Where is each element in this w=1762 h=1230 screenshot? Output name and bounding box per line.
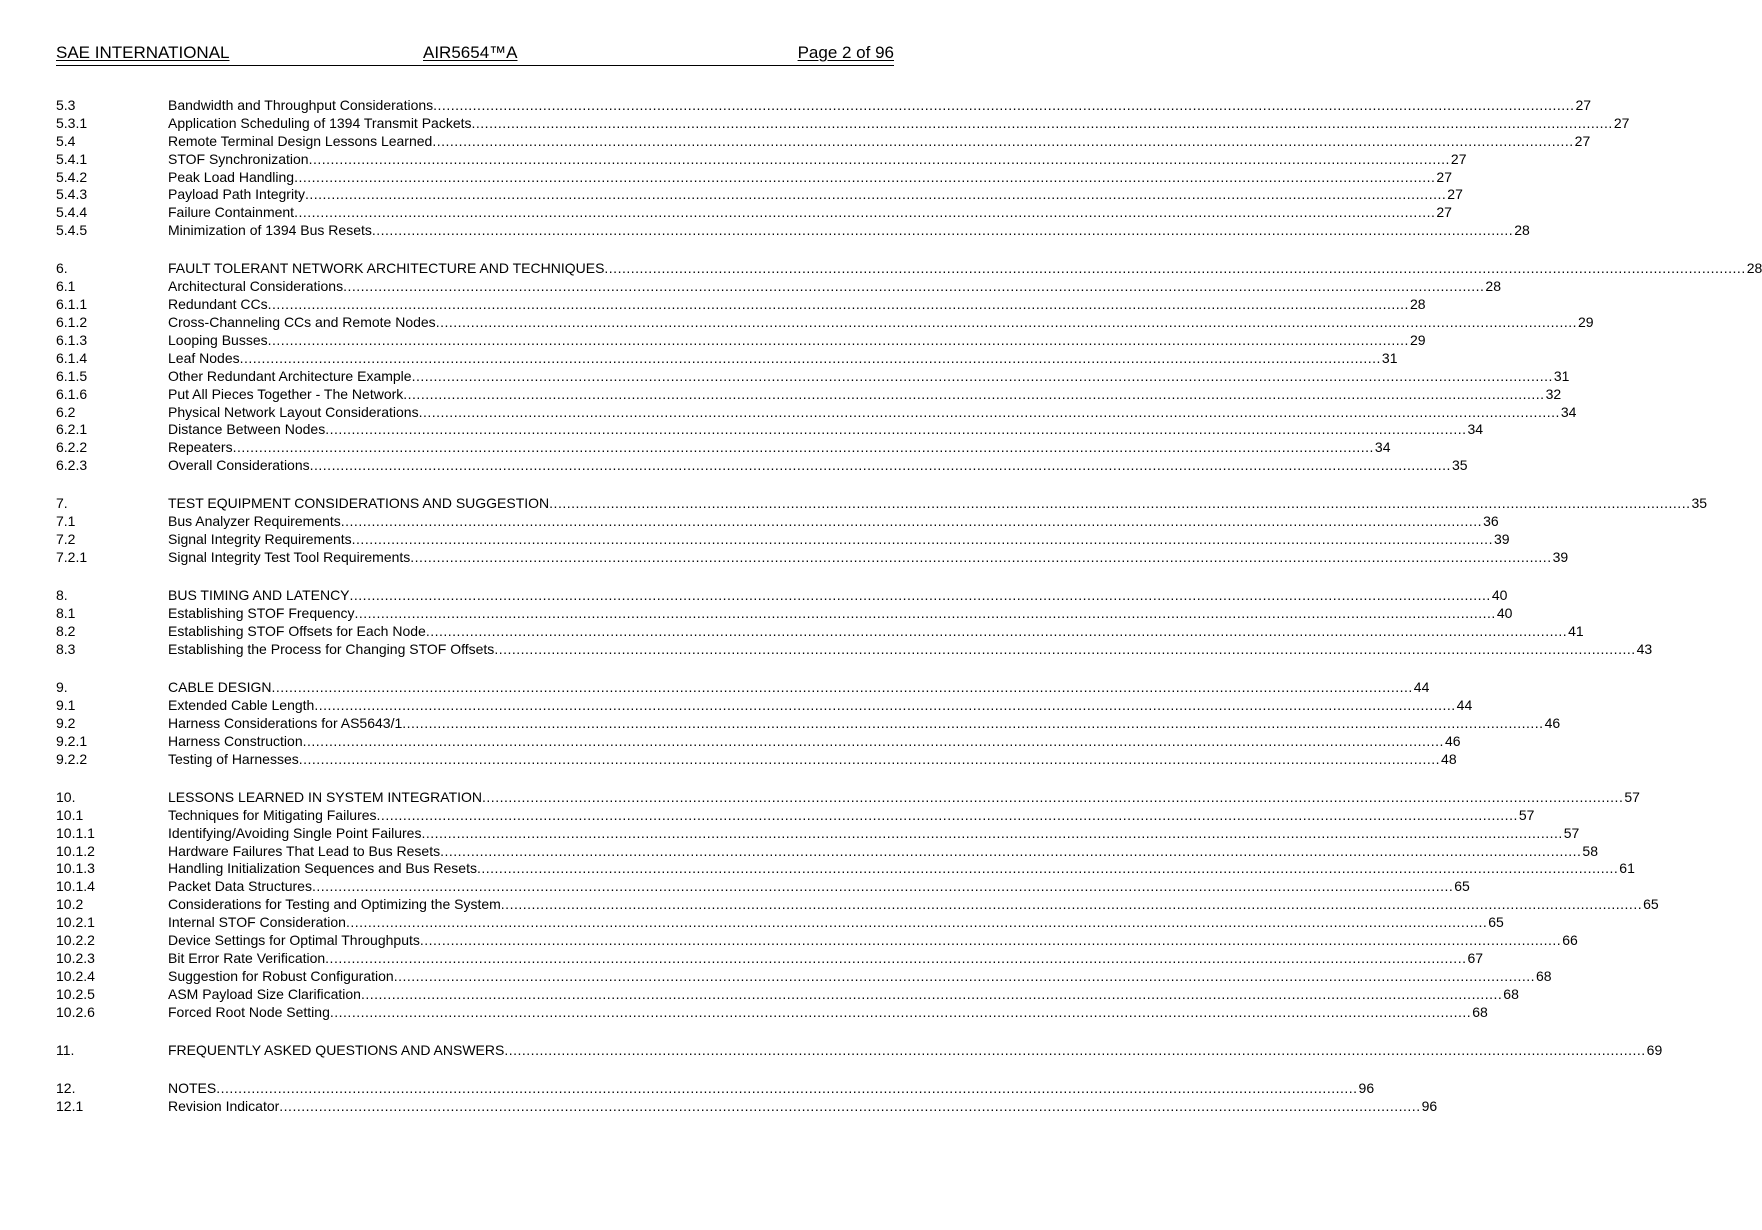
toc-entry-number: 5.4.5 — [56, 222, 88, 239]
toc-entry-title: Handling Initialization Sequences and Bus Resets — [168, 860, 477, 877]
toc-entry-page: 57 — [1624, 788, 1640, 805]
toc-entry[interactable] — [56, 150, 1467, 169]
toc-entry-title: Payload Path Integrity — [168, 186, 305, 203]
toc-leader-dots: .................................................................................................................................................................................................................................................................... — [376, 806, 1518, 823]
toc-entry-page: 35 — [1451, 457, 1468, 474]
toc-entry-number: 7.1 — [56, 513, 76, 530]
toc-entry-number: 6.2.3 — [56, 457, 88, 474]
toc-entry[interactable] — [56, 732, 1461, 751]
toc-entry[interactable] — [56, 587, 1508, 605]
toc-entry-line — [168, 623, 1584, 641]
toc-entry-page: 36 — [1483, 513, 1499, 530]
toc-entry-number: 5.3.1 — [56, 114, 88, 131]
toc-entry-line — [168, 296, 1426, 314]
toc-entry[interactable] — [56, 679, 1430, 697]
toc-entry-number: 6.1.5 — [56, 367, 88, 384]
toc-entry-number: 10. — [56, 788, 76, 805]
toc-entry-title: TEST EQUIPMENT CONSIDERATIONS AND SUGGESTION — [168, 495, 550, 512]
toc-entry-page: 34 — [1560, 403, 1577, 420]
toc-entry-number: 6.2.1 — [56, 421, 88, 438]
toc-leader-dots: .................................................................................................................................................................................................................................................................... — [349, 587, 1491, 604]
toc-entry-line — [168, 788, 1640, 807]
toc-entry-title: Forced Root Node Setting — [168, 1003, 330, 1020]
toc-entry-page: 27 — [1613, 114, 1630, 131]
toc-entry-page: 29 — [1578, 314, 1594, 331]
toc-entry-number: 8. — [56, 587, 68, 604]
toc-entry-page: 31 — [1381, 349, 1398, 366]
toc-entry-page: 68 — [1503, 985, 1519, 1002]
toc-entry-page: 40 — [1491, 587, 1508, 604]
toc-entry[interactable] — [56, 132, 1591, 151]
toc-entry-number: 10.1.3 — [56, 860, 95, 877]
toc-entry-number: 6.1.2 — [56, 314, 88, 331]
toc-entry-title: LESSONS LEARNED IN SYSTEM INTEGRATION — [168, 788, 483, 805]
toc-entry-title: Distance Between Nodes — [168, 421, 326, 438]
toc-entry-line — [168, 314, 1594, 332]
toc-entry-number: 10.2.5 — [56, 985, 95, 1002]
toc-entry-number: 10.2.6 — [56, 1003, 95, 1020]
toc-entry-title: Establishing the Process for Changing STOF Offsets — [168, 640, 495, 657]
toc-entry-number: 5.3 — [56, 97, 76, 113]
toc-entry-page: 28 — [1409, 296, 1426, 313]
toc-leader-dots: .................................................................................................................................................................................................................................................................... — [418, 403, 1560, 420]
toc-entry[interactable] — [56, 349, 1398, 368]
toc-entry-title: Application Scheduling of 1394 Transmit Packets — [168, 114, 472, 131]
toc-entry-title: Bandwidth and Throughput Considerations — [168, 97, 434, 113]
toc-leader-dots: .................................................................................................................................................................................................................................................................... — [425, 623, 1568, 640]
toc-entry-page: 44 — [1456, 697, 1473, 714]
toc-entry-number: 5.4.4 — [56, 204, 88, 221]
toc-entry-line — [168, 132, 1591, 151]
toc-leader-dots: .................................................................................................................................................................................................................................................................... — [232, 439, 1374, 456]
toc-leader-dots: .................................................................................................................................................................................................................................................................... — [308, 150, 1450, 167]
toc-entry-page: 31 — [1553, 367, 1570, 384]
toc-entry-title: Harness Considerations for AS5643/1 — [168, 714, 403, 731]
toc-entry[interactable] — [56, 806, 1535, 825]
toc-entry-line — [168, 587, 1508, 605]
toc-entry[interactable] — [56, 513, 1499, 531]
toc-leader-dots: .................................................................................................................................................................................................................................................................... — [360, 985, 1503, 1002]
toc-entry-title: Establishing STOF Offsets for Each Node — [168, 623, 426, 640]
toc-leader-dots: .................................................................................................................................................................................................................................................................... — [411, 367, 1553, 384]
toc-leader-dots: .................................................................................................................................................................................................................................................................... — [504, 1041, 1646, 1058]
toc-entry-line — [168, 457, 1468, 475]
toc-entry-page: 29 — [1409, 331, 1426, 348]
toc-entry[interactable] — [56, 842, 1598, 861]
toc-entry[interactable] — [56, 186, 1463, 204]
toc-leader-dots: .................................................................................................................................................................................................................................................................... — [325, 421, 1467, 438]
toc-entry[interactable] — [56, 114, 1630, 133]
toc-entry-number: 7.2.1 — [56, 549, 88, 566]
toc-entry-number: 9.2 — [56, 714, 76, 731]
toc-entry-line — [168, 878, 1470, 896]
toc-entry-line — [168, 385, 1562, 404]
toc-entry[interactable] — [56, 367, 1570, 386]
toc-leader-dots: .................................................................................................................................................................................................................................................................... — [267, 331, 1409, 348]
toc-leader-dots: .................................................................................................................................................................................................................................................................... — [354, 605, 1496, 622]
toc-entry-number: 5.4.3 — [56, 186, 88, 203]
toc-leader-dots: .................................................................................................................................................................................................................................................................... — [294, 168, 1436, 185]
toc-leader-dots: .................................................................................................................................................................................................................................................................... — [482, 788, 1624, 805]
toc-entry-title: Remote Terminal Design Lessons Learned — [168, 132, 433, 149]
toc-entry-title: Device Settings for Optimal Throughputs — [168, 932, 420, 948]
toc-entry-line — [168, 421, 1484, 439]
toc-entry[interactable] — [56, 439, 1391, 457]
toc-entry-line — [168, 1041, 1663, 1060]
toc-entry[interactable] — [56, 640, 1653, 659]
toc-entry[interactable] — [56, 296, 1426, 314]
toc-leader-dots: .................................................................................................................................................................................................................................................................... — [271, 679, 1413, 696]
toc-entry-line — [168, 513, 1499, 531]
toc-entry-title: Minimization of 1394 Bus Resets — [168, 222, 372, 239]
toc-entry-title: Looping Busses — [168, 331, 268, 348]
toc-leader-dots: .................................................................................................................................................................................................................................................................... — [239, 349, 1381, 366]
toc-entry-line — [168, 949, 1484, 968]
toc-entry-line — [168, 1079, 1375, 1098]
toc-entry-title: Identifying/Avoiding Single Point Failures — [168, 824, 422, 841]
toc-entry-page: 57 — [1518, 806, 1535, 823]
toc-entry[interactable] — [56, 168, 1452, 187]
toc-entry-line — [168, 605, 1513, 623]
toc-entry-number: 10.1 — [56, 806, 84, 823]
toc-entry-page: 68 — [1472, 1003, 1488, 1020]
toc-entry-title: FREQUENTLY ASKED QUESTIONS AND ANSWERS — [168, 1041, 505, 1058]
toc-entry-number: 6.1.4 — [56, 349, 88, 366]
toc-leader-dots: .................................................................................................................................................................................................................................................................... — [410, 549, 1552, 566]
toc-entry-title: Harness Construction — [168, 732, 303, 749]
toc-entry[interactable] — [56, 314, 1594, 332]
toc-entry-line — [168, 806, 1535, 825]
toc-entry-number: 10.2.2 — [56, 932, 95, 948]
toc-entry[interactable] — [56, 331, 1426, 350]
toc-leader-dots: .................................................................................................................................................................................................................................................................... — [604, 260, 1746, 277]
toc-entry-page: 35 — [1691, 495, 1708, 512]
toc-entry-number: 10.1.4 — [56, 878, 95, 895]
toc-entry[interactable] — [56, 278, 1501, 296]
toc-leader-dots: .................................................................................................................................................................................................................................................................... — [471, 114, 1613, 131]
toc-entry-page: 46 — [1544, 714, 1561, 731]
toc-entry-line — [168, 331, 1426, 350]
toc-entry[interactable] — [56, 788, 1640, 807]
toc-entry-number: 8.3 — [56, 640, 76, 657]
toc-entry-line — [168, 914, 1504, 932]
toc-entry-line — [168, 260, 1762, 278]
toc-entry-title: Overall Considerations — [168, 457, 310, 474]
toc-entry-title: Packet Data Structures — [168, 878, 312, 895]
page-header — [56, 43, 894, 66]
toc-entry[interactable] — [56, 549, 1569, 567]
toc-entry-line — [168, 1097, 1438, 1116]
toc-entry-title: FAULT TOLERANT NETWORK ARCHITECTURE AND TECHNIQUES — [168, 260, 605, 277]
toc-entry-number: 6.1.1 — [56, 296, 88, 313]
toc-entry-line — [168, 750, 1457, 769]
toc-entry-line — [168, 278, 1501, 296]
toc-entry-page: 34 — [1467, 421, 1484, 438]
toc-entry-line — [168, 367, 1570, 386]
toc-entry-line — [168, 439, 1391, 457]
toc-leader-dots: .................................................................................................................................................................................................................................................................... — [325, 949, 1467, 966]
toc-entry-title: Techniques for Mitigating Failures — [168, 806, 377, 823]
toc-entry-number: 5.4 — [56, 132, 76, 149]
toc-entry-number: 6.2.2 — [56, 439, 88, 456]
toc-entry-title: Considerations for Testing and Optimizing the System — [168, 896, 501, 913]
toc-leader-dots: .................................................................................................................................................................................................................................................................... — [371, 222, 1514, 239]
toc-entry-title: CABLE DESIGN — [168, 679, 272, 696]
toc-leader-dots: .................................................................................................................................................................................................................................................................... — [402, 714, 1544, 731]
toc-entry-line — [168, 860, 1635, 878]
toc-entry-line — [168, 168, 1452, 187]
toc-entry-title: ASM Payload Size Clarification — [168, 985, 361, 1002]
toc-entry[interactable] — [56, 932, 1578, 950]
toc-entry-page: 44 — [1413, 679, 1430, 696]
toc-entry-page: 40 — [1496, 605, 1513, 622]
toc-entry-line — [168, 97, 1592, 115]
toc-entry-title: Other Redundant Architecture Example — [168, 367, 412, 384]
toc-entry-page: 61 — [1619, 860, 1635, 877]
toc-entry-line — [168, 732, 1461, 751]
toc-entry-number: 6.1.6 — [56, 385, 88, 402]
toc-entry-number: 9.2.2 — [56, 750, 88, 767]
toc-entry[interactable] — [56, 878, 1470, 896]
toc-entry[interactable] — [56, 750, 1457, 769]
toc-entry-number: 6.2 — [56, 403, 76, 420]
toc-entry-line — [168, 932, 1578, 950]
toc-entry-title: Signal Integrity Test Tool Requirements — [168, 549, 411, 566]
toc-entry-page: 68 — [1536, 967, 1552, 984]
toc-entry[interactable] — [56, 824, 1580, 843]
toc-entry[interactable] — [56, 714, 1561, 733]
toc-entry-title: Establishing STOF Frequency — [168, 605, 355, 622]
toc-leader-dots: .................................................................................................................................................................................................................................................................... — [279, 1097, 1421, 1114]
toc-entry-title: Redundant CCs — [168, 296, 268, 313]
toc-entry-line — [168, 697, 1473, 715]
toc-entry-page: 57 — [1563, 824, 1580, 841]
toc-entry-title: Bit Error Rate Verification — [168, 949, 326, 966]
toc-entry[interactable] — [56, 97, 1592, 115]
toc-leader-dots: .................................................................................................................................................................................................................................................................... — [340, 513, 1483, 530]
toc-entry-line — [168, 531, 1510, 549]
toc-entry-title: Revision Indicator — [168, 1097, 280, 1114]
toc-entry-line — [168, 150, 1467, 169]
toc-entry-title: Testing of Harnesses — [168, 750, 299, 767]
toc-entry-number: 6. — [56, 260, 68, 277]
toc-entry[interactable] — [56, 403, 1577, 422]
toc-entry[interactable] — [56, 260, 1762, 278]
toc-entry-title: Bus Analyzer Requirements — [168, 513, 341, 530]
toc-entry-page: 67 — [1467, 949, 1484, 966]
toc-leader-dots: .................................................................................................................................................................................................................................................................... — [311, 878, 1454, 895]
toc-entry-number: 9.2.1 — [56, 732, 88, 749]
toc-entry-title: Physical Network Layout Considerations — [168, 403, 419, 420]
toc-entry[interactable] — [56, 949, 1484, 968]
toc-entry-title: Repeaters — [168, 439, 233, 456]
toc-entry-line — [168, 985, 1519, 1004]
toc-entry-number: 10.2.1 — [56, 914, 95, 931]
toc-leader-dots: .................................................................................................................................................................................................................................................................... — [351, 531, 1493, 548]
toc-entry[interactable] — [56, 697, 1473, 715]
toc-entry[interactable] — [56, 914, 1504, 932]
toc-entry-title: BUS TIMING AND LATENCY — [168, 587, 350, 604]
toc-entry-page: 27 — [1575, 97, 1592, 113]
toc-entry-page: 34 — [1374, 439, 1391, 456]
toc-entry-page: 41 — [1568, 623, 1584, 640]
toc-entry-number: 8.1 — [56, 605, 76, 622]
header-page-number: Page 2 of 96 — [797, 43, 894, 62]
toc-entry-number: 12. — [56, 1079, 76, 1096]
toc-entry-title: Leaf Nodes — [168, 349, 240, 366]
toc-entry-number: 5.4.1 — [56, 150, 88, 167]
toc-entry-title: Hardware Failures That Lead to Bus Resets — [168, 842, 441, 859]
toc-entry-page: 69 — [1646, 1041, 1663, 1058]
toc-entry[interactable] — [56, 1003, 1488, 1022]
toc-entry-page: 39 — [1493, 531, 1510, 548]
toc-leader-dots: .................................................................................................................................................................................................................................................................... — [440, 842, 1582, 859]
toc-entry[interactable] — [56, 1097, 1438, 1116]
toc-entry-page: 28 — [1485, 278, 1501, 295]
toc-entry[interactable] — [56, 623, 1584, 641]
toc-entry-line — [168, 679, 1430, 697]
toc-entry-title: Put All Pieces Together - The Network — [168, 385, 404, 402]
toc-entry-line — [168, 1003, 1488, 1022]
toc-leader-dots: .................................................................................................................................................................................................................................................................... — [294, 204, 1436, 221]
toc-entry-title: Failure Containment — [168, 204, 295, 221]
toc-entry-title: STOF Synchronization — [168, 150, 309, 167]
toc-entry-page: 43 — [1636, 640, 1653, 657]
toc-leader-dots: .................................................................................................................................................................................................................................................................... — [393, 967, 1536, 984]
toc-entry-line — [168, 349, 1398, 368]
toc-entry[interactable] — [56, 1079, 1375, 1098]
toc-entry-page: 48 — [1441, 750, 1457, 767]
toc-entry-page: 39 — [1552, 549, 1569, 566]
toc-entry-line — [168, 967, 1552, 986]
toc-entry-page: 96 — [1358, 1079, 1375, 1096]
toc-leader-dots: .................................................................................................................................................................................................................................................................... — [216, 1079, 1358, 1096]
toc-leader-dots: .................................................................................................................................................................................................................................................................... — [403, 385, 1545, 402]
toc-entry-number: 10.2.4 — [56, 967, 95, 984]
toc-entry-line — [168, 186, 1463, 204]
toc-entry[interactable] — [56, 1041, 1663, 1060]
toc-leader-dots: .................................................................................................................................................................................................................................................................... — [304, 186, 1447, 203]
table-of-contents — [56, 97, 1762, 1116]
toc-entry-title: Signal Integrity Requirements — [168, 531, 352, 548]
toc-leader-dots: .................................................................................................................................................................................................................................................................... — [421, 824, 1563, 841]
toc-entry-line — [168, 222, 1530, 240]
toc-entry-line — [168, 896, 1659, 914]
toc-entry-page: 28 — [1514, 222, 1530, 239]
toc-entry-line — [168, 403, 1577, 422]
toc-entry-line — [168, 114, 1630, 133]
toc-entry-line — [168, 842, 1598, 861]
toc-entry-number: 12.1 — [56, 1097, 84, 1114]
toc-leader-dots: .................................................................................................................................................................................................................................................................... — [309, 457, 1451, 474]
toc-entry-title: Peak Load Handling — [168, 168, 295, 185]
toc-entry-page: 27 — [1436, 204, 1452, 221]
header-document-id: AIR5654™A — [423, 43, 518, 62]
toc-entry-line — [168, 824, 1580, 843]
toc-entry-page: 65 — [1454, 878, 1470, 895]
toc-leader-dots: .................................................................................................................................................................................................................................................................... — [345, 914, 1488, 931]
toc-entry-page: 66 — [1562, 932, 1578, 948]
toc-leader-dots: .................................................................................................................................................................................................................................................................... — [432, 132, 1574, 149]
toc-entry-line — [168, 495, 1708, 513]
toc-entry-number: 9.1 — [56, 697, 76, 714]
toc-entry[interactable] — [56, 860, 1635, 878]
toc-leader-dots: .................................................................................................................................................................................................................................................................... — [549, 495, 1691, 512]
toc-entry[interactable] — [56, 385, 1562, 404]
toc-leader-dots: .................................................................................................................................................................................................................................................................... — [433, 97, 1575, 113]
toc-entry[interactable] — [56, 531, 1510, 549]
toc-entry-line — [168, 640, 1653, 659]
toc-leader-dots: .................................................................................................................................................................................................................................................................... — [267, 296, 1409, 313]
toc-entry-number: 6.1.3 — [56, 331, 88, 348]
toc-entry-title: Cross-Channeling CCs and Remote Nodes — [168, 314, 436, 331]
toc-leader-dots: .................................................................................................................................................................................................................................................................... — [298, 750, 1441, 767]
toc-entry[interactable] — [56, 421, 1484, 439]
header-organization: SAE INTERNATIONAL — [56, 43, 230, 62]
toc-leader-dots: .................................................................................................................................................................................................................................................................... — [435, 314, 1577, 331]
toc-entry-title: Suggestion for Robust Configuration — [168, 967, 394, 984]
toc-entry-number: 6.1 — [56, 278, 76, 295]
toc-entry-number: 11. — [56, 1041, 75, 1058]
toc-entry-page: 27 — [1436, 168, 1452, 185]
toc-entry-title: Architectural Considerations — [168, 278, 344, 295]
toc-entry-page: 28 — [1746, 260, 1762, 277]
toc-leader-dots: .................................................................................................................................................................................................................................................................... — [494, 640, 1636, 657]
toc-entry-number: 7. — [56, 495, 68, 512]
toc-entry[interactable] — [56, 222, 1530, 240]
toc-entry-page: 46 — [1444, 732, 1461, 749]
toc-entry-line — [168, 204, 1452, 222]
toc-entry[interactable] — [56, 967, 1552, 986]
toc-leader-dots: .................................................................................................................................................................................................................................................................... — [500, 896, 1643, 913]
toc-entry[interactable] — [56, 985, 1519, 1004]
toc-entry[interactable] — [56, 204, 1452, 222]
toc-entry-page: 58 — [1582, 842, 1598, 859]
toc-entry-number: 10.2 — [56, 896, 84, 913]
toc-entry[interactable] — [56, 457, 1468, 475]
toc-leader-dots: .................................................................................................................................................................................................................................................................... — [476, 860, 1619, 877]
toc-leader-dots: .................................................................................................................................................................................................................................................................... — [419, 932, 1562, 948]
toc-entry-page: 27 — [1450, 150, 1467, 167]
toc-entry-number: 5.4.2 — [56, 168, 88, 185]
toc-entry-title: Internal STOF Consideration — [168, 914, 346, 931]
toc-entry-page: 65 — [1488, 914, 1504, 931]
toc-entry-number: 8.2 — [56, 623, 76, 640]
toc-leader-dots: .................................................................................................................................................................................................................................................................... — [329, 1003, 1472, 1020]
toc-entry-page: 27 — [1574, 132, 1591, 149]
toc-entry[interactable] — [56, 896, 1659, 914]
toc-entry-number: 10.1.1 — [56, 824, 95, 841]
toc-entry-line — [168, 714, 1561, 733]
toc-entry[interactable] — [56, 605, 1513, 623]
toc-leader-dots: .................................................................................................................................................................................................................................................................... — [314, 697, 1456, 714]
toc-entry-page: 32 — [1545, 385, 1562, 402]
toc-leader-dots: .................................................................................................................................................................................................................................................................... — [302, 732, 1444, 749]
toc-entry[interactable] — [56, 495, 1708, 513]
toc-entry-number: 7.2 — [56, 531, 76, 548]
toc-entry-page: 27 — [1447, 186, 1463, 203]
toc-entry-title: NOTES — [168, 1079, 217, 1096]
toc-leader-dots: .................................................................................................................................................................................................................................................................... — [343, 278, 1485, 295]
toc-entry-title: Extended Cable Length — [168, 697, 315, 714]
toc-entry-number: 9. — [56, 679, 68, 696]
toc-entry-page: 65 — [1643, 896, 1659, 913]
toc-entry-number: 10.1.2 — [56, 842, 95, 859]
toc-entry-page: 96 — [1421, 1097, 1438, 1114]
toc-entry-line — [168, 549, 1569, 567]
toc-entry-number: 10.2.3 — [56, 949, 95, 966]
